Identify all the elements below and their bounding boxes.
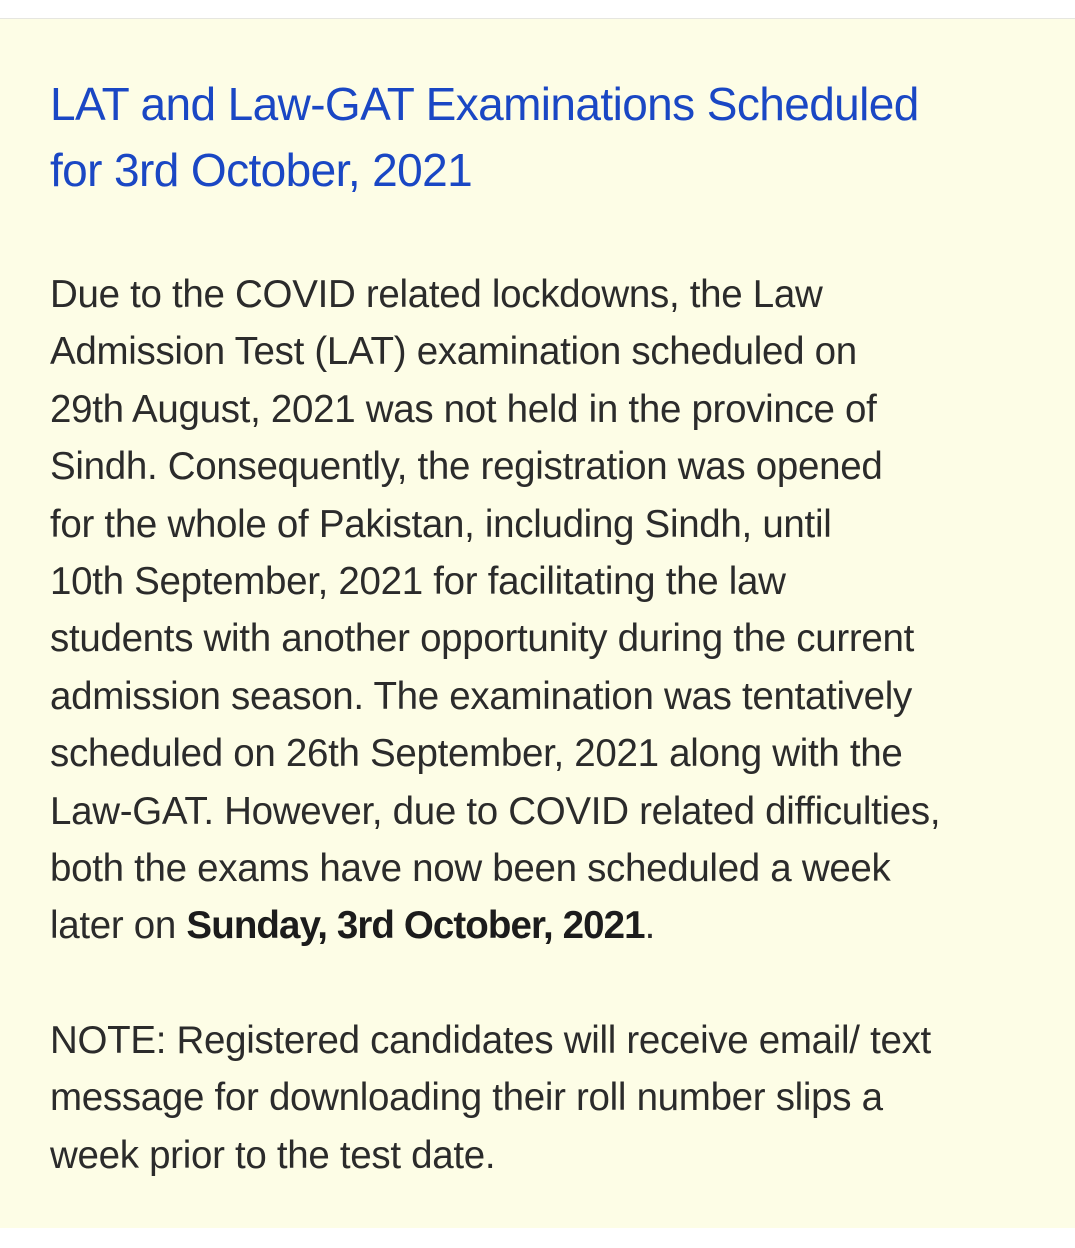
body-line: scheduled on 26th September, 2021 along with the bbox=[50, 732, 903, 776]
body-line: both the exams have now been scheduled a week bbox=[50, 847, 891, 891]
body-line: Sindh. Consequently, the registration was opened bbox=[50, 445, 883, 489]
title-line: for 3rd October, 2021 bbox=[50, 144, 473, 196]
body-line: Admission Test (LAT) examination scheduled on bbox=[50, 330, 857, 374]
body-line: 29th August, 2021 was not held in the province of bbox=[50, 387, 877, 431]
body-last-suffix: . bbox=[644, 904, 656, 948]
announcement-body bbox=[50, 266, 1050, 955]
note-line: message for downloading their roll number slips a bbox=[50, 1076, 883, 1120]
announcement-title[interactable] bbox=[50, 71, 1010, 203]
exam-date-highlight: Sunday, 3rd October, 2021 bbox=[186, 904, 645, 948]
body-line: Due to the COVID related lockdowns, the Law bbox=[50, 273, 823, 316]
body-line: Law-GAT. However, due to COVID related difficulties, bbox=[50, 789, 941, 833]
body-last-prefix: later on bbox=[50, 904, 187, 948]
title-line: LAT and Law-GAT Examinations Scheduled bbox=[50, 78, 919, 130]
body-line: admission season. The examination was tentatively bbox=[50, 674, 913, 718]
announcement-card bbox=[0, 19, 1075, 1228]
top-divider bbox=[0, 0, 1075, 19]
note-line: week prior to the test date. bbox=[50, 1133, 496, 1177]
body-line: for the whole of Pakistan, including Sindh, until bbox=[50, 502, 832, 546]
announcement-note bbox=[50, 1012, 1050, 1184]
note-line: NOTE: Registered candidates will receive email/ text bbox=[50, 1019, 931, 1062]
body-line: 10th September, 2021 for facilitating the law bbox=[50, 560, 786, 604]
body-line: students with another opportunity during the current bbox=[50, 617, 915, 661]
body-last-line bbox=[50, 897, 1050, 954]
bottom-divider bbox=[0, 1228, 1075, 1248]
